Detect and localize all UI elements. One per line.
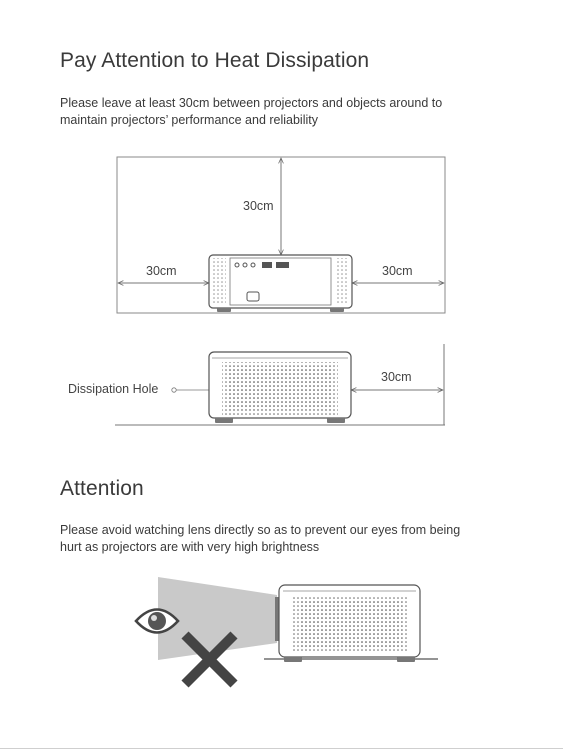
heat-dissipation-title: Pay Attention to Heat Dissipation (60, 49, 370, 72)
left-clearance-label: 30cm (146, 264, 177, 278)
bottom-divider (0, 748, 563, 749)
projector-side-view (209, 352, 351, 423)
projector-back-view (209, 255, 352, 312)
right-clearance-label: 30cm (382, 264, 413, 278)
attention-title: Attention (60, 477, 144, 500)
heat-dissipation-text-line2: maintain projectors’ performance and reliability (60, 113, 318, 127)
side-clearance-label: 30cm (381, 370, 412, 384)
projector-front-view (279, 585, 420, 662)
dissipation-hole-label: Dissipation Hole (68, 382, 159, 396)
heat-dissipation-text-line1: Please leave at least 30cm between projectors and objects around to (60, 96, 443, 110)
top-clearance-label: 30cm (243, 199, 274, 213)
attention-text-line1: Please avoid watching lens directly so as to prevent our eyes from being (60, 523, 461, 537)
attention-text-line2: hurt as projectors are with very high brightness (60, 540, 320, 554)
